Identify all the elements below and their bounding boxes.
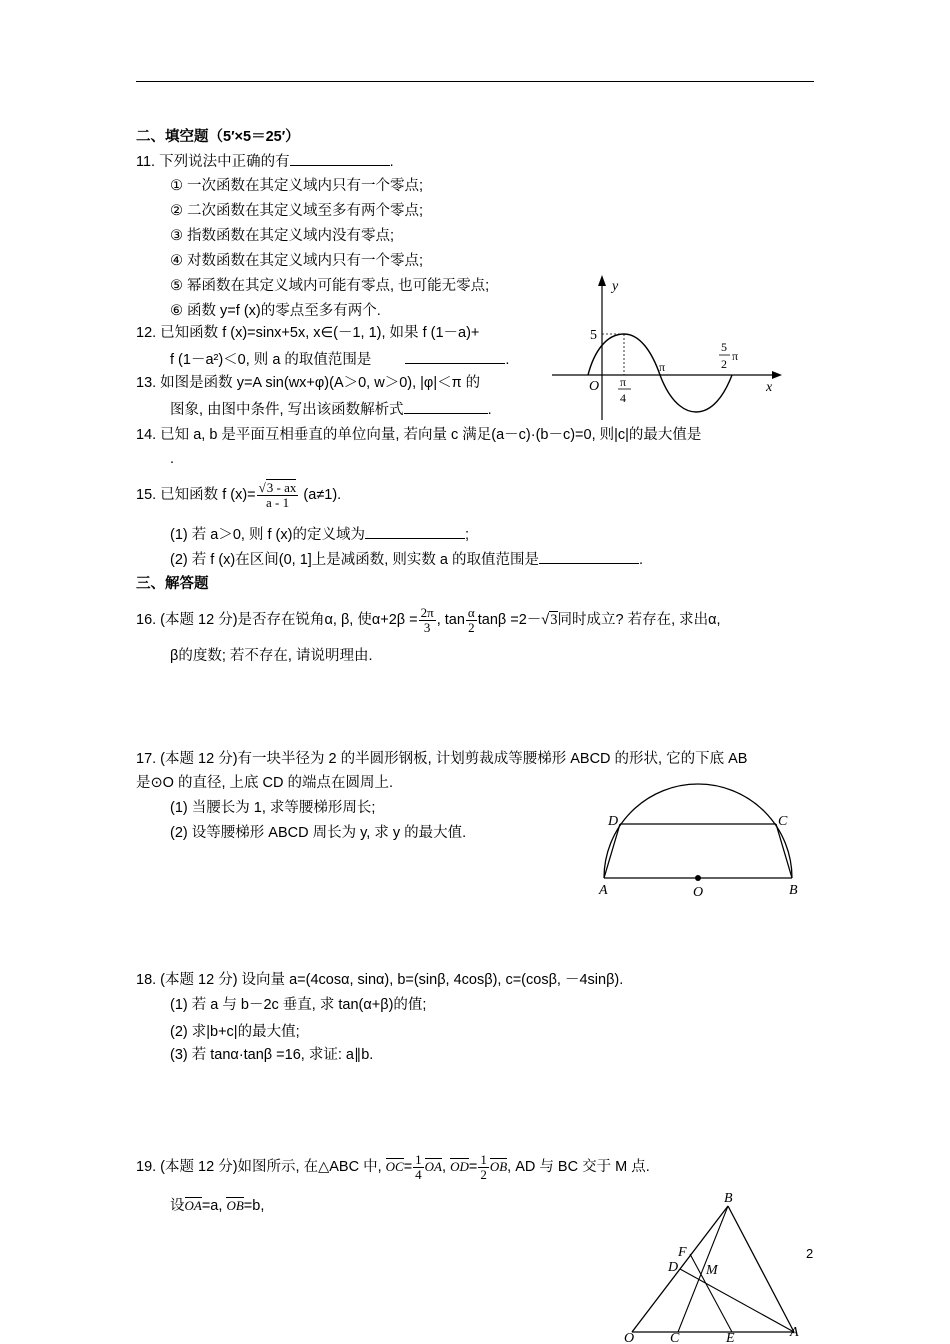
label-O: O	[624, 1331, 635, 1344]
question-17-line2: 是⊙O 的直径, 上底 CD 的端点在圆周上.	[136, 775, 394, 791]
triangle-figure	[618, 1186, 808, 1344]
leg-AD	[604, 824, 620, 878]
label-C: C	[778, 814, 788, 829]
q11-item-3: ③ 指数函数在其定义域内没有零点;	[170, 228, 395, 244]
question-11-stem: 11. 下列说法中正确的有 .	[136, 151, 394, 172]
question-13-line2: 图象, 由图中条件, 写出该函数解析式 .	[170, 399, 492, 420]
label-D: D	[608, 814, 619, 829]
y-axis-arrow	[598, 275, 606, 286]
question-16-line1: 16. (本题 12 分)是否存在锐角α, β, 使α+2β = $\frac{2\pi}{3}$ , tan $\frac{\alpha}{2}$ tanβ =2－√3同时成立? 若存在, 求出α,	[136, 604, 721, 635]
sine-graph-figure	[548, 272, 788, 422]
five-half-pi: π	[732, 349, 739, 363]
label-B: B	[724, 1191, 733, 1206]
header-rule	[136, 81, 814, 82]
q11-item-4: ④ 对数函数在其定义域内只有一个零点;	[170, 253, 424, 269]
page-number: 2	[806, 1246, 814, 1261]
question-14-line2: .	[170, 451, 175, 467]
label-C: C	[670, 1331, 680, 1344]
q11-item-2: ② 二次函数在其定义域至多有两个零点;	[170, 203, 424, 219]
max-value-label: 5	[590, 328, 597, 343]
section-title-solutions: 三、解答题	[136, 576, 209, 592]
x-axis-arrow	[772, 371, 782, 379]
x-axis-label: x	[766, 380, 773, 395]
question-14-line1: 14. 已知 a, b 是平面互相垂直的单位向量, 若向量 c 满足(a－c)·(b－c)=0, 则|c|的最大值是	[136, 427, 702, 443]
label-D: D	[668, 1260, 679, 1275]
question-16-line2: β的度数; 若不存在, 请说明理由.	[170, 648, 373, 664]
question-12-line2: f (1－a²)＜0, 则 a 的取值范围是 .	[170, 349, 509, 370]
segment-BC	[678, 1206, 728, 1332]
question-15-stem: 15. 已知函数 f (x)= $\frac{√3 - ax}{a - 1}$ (a≠1).	[136, 479, 342, 510]
q11-item-1: ① 一次函数在其定义域内只有一个零点;	[170, 178, 424, 194]
question-18-part3: (3) 若 tanα·tanβ =16, 求证: a∥b.	[170, 1047, 374, 1063]
center-point	[695, 875, 701, 881]
leg-BC	[776, 824, 792, 878]
label-M: M	[706, 1263, 718, 1278]
question-13-line1: 13. 如图是函数 y=A sin(wx+φ)(A＞0, w＞0), |φ|＜π 的	[136, 375, 481, 391]
origin-label: O	[589, 379, 600, 394]
five-half-numerator: 5	[721, 340, 727, 354]
q11-item-6: ⑥ 函数 y=f (x)的零点至多有两个.	[170, 303, 381, 319]
question-17-part2: (2) 设等腰梯形 ABCD 周长为 y, 求 y 的最大值.	[170, 825, 467, 841]
label-A: A	[599, 883, 608, 898]
question-18-part1: (1) 若 a 与 b－2c 垂直, 求 tan(α+β)的值;	[170, 997, 427, 1013]
label-F: F	[678, 1245, 687, 1260]
section-title-fill-in: 二、填空题（5′×5＝25′）	[136, 129, 300, 145]
question-15-part1: (1) 若 a＞0, 则 f (x)的定义域为 ;	[170, 524, 469, 545]
label-A: A	[790, 1325, 799, 1340]
side-AB	[728, 1206, 794, 1332]
y-axis-label: y	[612, 279, 619, 294]
five-half-denominator: 2	[721, 357, 727, 371]
label-E: E	[726, 1331, 735, 1344]
label-O: O	[693, 885, 704, 900]
quarter-pi-denominator: 4	[620, 391, 626, 405]
q11-item-5: ⑤ 幂函数在其定义域内可能有零点, 也可能无零点;	[170, 278, 490, 294]
semicircle-arc	[604, 784, 792, 878]
label-B: B	[789, 883, 798, 898]
pi-label: π	[659, 360, 666, 374]
question-17-line1: 17. (本题 12 分)有一块半径为 2 的半圆形钢板, 计划剪裁成等腰梯形 ABCD 的形状, 它的下底 AB	[136, 751, 748, 767]
question-18-line1: 18. (本题 12 分) 设向量 a=(4cosα, sinα), b=(sinβ, 4cosβ), c=(cosβ, －4sinβ).	[136, 972, 624, 988]
question-19-line2: 设OA=a, OB=b,	[170, 1198, 265, 1214]
semicircle-trapezoid-figure	[596, 776, 806, 904]
question-19-line1: 19. (本题 12 分)如图所示, 在△ABC 中, OC= $\frac{1}{4}$ OA, OD= $\frac{1}{2}$ OB, AD 与 BC 交于 M 点.	[136, 1151, 650, 1182]
question-18-part2: (2) 求|b+c|的最大值;	[170, 1024, 300, 1040]
question-15-part2: (2) 若 f (x)在区间(0, 1]上是减函数, 则实数 a 的取值范围是 .	[170, 549, 643, 570]
question-17-part1: (1) 当腰长为 1, 求等腰梯形周长;	[170, 800, 376, 816]
question-12-line1: 12. 已知函数 f (x)=sinx+5x, x∈(－1, 1), 如果 f (1－a)+	[136, 325, 480, 341]
quarter-pi-numerator: π	[620, 375, 627, 389]
